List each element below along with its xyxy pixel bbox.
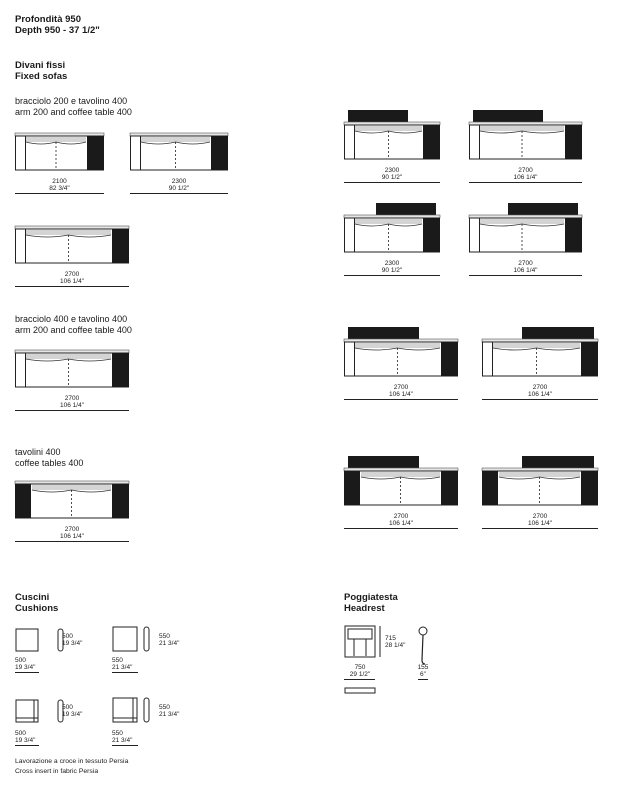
cushion-4-dim-line: [112, 745, 138, 746]
sofa-width-mm: 2700: [518, 167, 533, 174]
sofa-6-drawing: [344, 203, 444, 263]
sofa-4-dimension-line: [469, 182, 582, 183]
sofa-left-arm: [470, 125, 480, 159]
headrest-title-it: Poggiatesta: [344, 592, 398, 603]
sofa-7-dimension: [469, 260, 582, 274]
sofa-width-in: 106 1/4": [528, 520, 552, 527]
fixed-sofas-title: [15, 60, 67, 82]
sofa-backrest-block: [376, 203, 436, 216]
cushion-1-width: [15, 657, 35, 671]
cushion-3-width: [15, 730, 35, 744]
sofa-7-drawing: [469, 203, 586, 263]
cushion-1-height-mm: 500: [62, 633, 73, 640]
cushion-note-en: Cross insert in fabric Persia: [15, 768, 99, 775]
cushion-4-height: [159, 704, 179, 718]
sofa-right-arm: [112, 353, 129, 387]
header-line-1: Profondità 950: [15, 14, 81, 25]
sofa-left-arm: [470, 218, 480, 252]
sofa-width-in: 90 1/2": [168, 185, 190, 192]
cushion-note-it: Lavorazione a croce in tessuto Persia: [15, 758, 129, 765]
sofa-12-dimension-line: [344, 528, 458, 529]
sofa-11-dimension-line: [15, 541, 129, 542]
cushion-3-height-mm: 500: [62, 704, 73, 711]
group-label-1: [15, 96, 132, 118]
sofa-back-cushion: [355, 219, 422, 224]
sofa-back-cushion: [355, 126, 422, 131]
cushion-3-width-mm: 500: [15, 730, 26, 737]
sofa-13-drawing: [482, 456, 602, 516]
sofa-width-mm: 2700: [393, 384, 409, 391]
cushion-1-width-in: 19 3/4": [15, 664, 36, 671]
sofa-right-arm: [581, 471, 598, 505]
cushion-3-height-in: 19 3/4": [62, 711, 83, 718]
group-label-2-en: arm 200 and coffee table 400: [15, 325, 132, 335]
sofa-width-in: 106 1/4": [389, 391, 413, 398]
cushion-2-width-in: 21 3/4": [112, 664, 133, 671]
headrest-height-mm: 715: [385, 635, 396, 642]
sofa-7-dimension-line: [469, 275, 582, 276]
sofa-left-arm: [482, 471, 498, 505]
sofa-backrest-block: [473, 110, 543, 123]
sofa-back-cushion: [355, 343, 440, 348]
sofa-5-drawing: [15, 214, 133, 274]
headrest-title: [344, 592, 398, 614]
group-label-3-it: tavolini 400: [15, 447, 61, 457]
sofa-width-mm: 2700: [532, 384, 548, 391]
sofa-5-dimension: [15, 271, 129, 285]
headrest-depth-mm: 155: [417, 664, 429, 671]
cushions-title-it: Cuscini: [15, 592, 50, 603]
sofa-right-arm: [565, 218, 582, 252]
sofa-back-cushion: [26, 137, 86, 142]
group-label-1-it: bracciolo 200 e tavolino 400: [15, 96, 128, 106]
cushion-4-height-in: 21 3/4": [159, 711, 180, 718]
sofa-width-mm: 2700: [64, 395, 80, 402]
sofa-4-drawing: [469, 110, 586, 170]
sofa-3-dimension: [344, 167, 440, 181]
cushion-1-dim-line: [15, 672, 39, 673]
sofa-width-mm: 2300: [384, 260, 400, 267]
sofa-2-dimension: [130, 178, 228, 192]
sofa-backrest-block: [348, 110, 408, 123]
sofa-right-arm: [423, 125, 440, 159]
sofa-left-arm: [16, 136, 26, 170]
cushion-1-height-in: 19 3/4": [62, 640, 83, 647]
sofa-11-drawing: [15, 469, 133, 529]
sofa-6-dimension-line: [344, 275, 440, 276]
cushion-3-width-in: 19 3/4": [15, 737, 36, 744]
sofa-left-arm: [345, 342, 355, 376]
fixed-sofas-title-en: Fixed sofas: [15, 71, 68, 82]
cushion-3-dim-line: [15, 745, 39, 746]
sofa-left-arm: [131, 136, 141, 170]
sofa-width-mm: 2300: [384, 167, 400, 174]
headrest-depth: [412, 664, 434, 678]
sofa-10-dimension: [482, 384, 598, 398]
sofa-width-in: 106 1/4": [513, 174, 538, 181]
sofa-backrest-block: [348, 456, 419, 469]
sofa-3-dimension-line: [344, 182, 440, 183]
sofa-left-arm: [15, 484, 31, 518]
sofa-right-arm: [112, 484, 129, 518]
sofa-width-in: 106 1/4": [60, 533, 84, 540]
cushion-4-width-mm: 550: [112, 730, 123, 737]
sofa-9-drawing: [344, 327, 462, 387]
sofa-left-arm: [16, 229, 26, 263]
header-line-2: Depth 950 - 37 1/2": [15, 25, 100, 36]
sofa-8-dimension: [15, 395, 129, 409]
sofa-width-mm: 2100: [52, 178, 67, 185]
cushion-2-width-mm: 550: [112, 657, 123, 664]
sofa-back-cushion: [493, 343, 580, 348]
group-label-3-en: coffee tables 400: [15, 458, 84, 468]
headrest-width-in: 29 1/2": [349, 671, 371, 678]
headrest-height: [385, 635, 405, 649]
cushion-4-width-in: 21 3/4": [112, 737, 133, 744]
cushion-2-height: [159, 633, 179, 647]
sofa-8-drawing: [15, 338, 133, 398]
sofa-back-cushion: [32, 485, 111, 490]
sofa-right-arm: [112, 229, 129, 263]
sofa-left-arm: [345, 218, 355, 252]
group-label-3: [15, 447, 83, 469]
sofa-1-dimension-line: [15, 193, 104, 194]
cushion-2-height-in: 21 3/4": [159, 640, 180, 647]
sofa-2-dimension-line: [130, 193, 228, 194]
cushion-note: [15, 757, 128, 777]
sofa-3-drawing: [344, 110, 444, 170]
fixed-sofas-title-it: Divani fissi: [15, 60, 66, 71]
sofa-back-cushion: [141, 137, 210, 142]
sofa-right-arm: [441, 342, 458, 376]
sofa-6-dimension: [344, 260, 440, 274]
cushion-3-height: [62, 704, 82, 718]
sofa-back-cushion: [480, 126, 564, 131]
cushion-2-width: [112, 657, 132, 671]
group-label-2-it: bracciolo 400 e tavolino 400: [15, 314, 128, 324]
sofa-back-cushion: [26, 230, 111, 235]
sofa-width-mm: 2700: [532, 513, 548, 520]
sofa-1-dimension: [15, 178, 104, 192]
sofa-left-arm: [344, 471, 360, 505]
page-header: [15, 14, 100, 36]
headrest-width: [343, 664, 377, 678]
sofa-width-in: 106 1/4": [389, 520, 413, 527]
sofa-back-cushion: [499, 472, 580, 477]
cushion-4-width: [112, 730, 132, 744]
sofa-back-cushion: [480, 219, 564, 224]
sofa-left-arm: [483, 342, 493, 376]
sofa-10-drawing: [482, 327, 602, 387]
cushion-4-height-mm: 550: [159, 704, 170, 711]
cushion-2-height-mm: 550: [159, 633, 170, 640]
cushion-2-dim-line: [112, 672, 138, 673]
sofa-backrest-block: [348, 327, 419, 340]
sofa-width-in: 90 1/2": [381, 174, 403, 181]
sofa-right-arm: [441, 471, 458, 505]
headrest-width-line: [344, 679, 375, 680]
sofa-width-mm: 2700: [64, 271, 80, 278]
sofa-width-in: 90 1/2": [381, 267, 403, 274]
sofa-13-dimension: [482, 513, 598, 527]
sofa-right-arm: [211, 136, 228, 170]
sofa-right-arm: [87, 136, 104, 170]
cushions-title-en: Cushions: [15, 603, 59, 614]
sofa-width-in: 106 1/4": [60, 402, 84, 409]
sofa-12-drawing: [344, 456, 462, 516]
sofa-width-in: 106 1/4": [513, 267, 538, 274]
cushion-1-width-mm: 500: [15, 657, 26, 664]
headrest-width-mm: 750: [354, 664, 366, 671]
sofa-width-in: 106 1/4": [528, 391, 552, 398]
sofa-2-drawing: [130, 121, 232, 181]
sofa-left-arm: [16, 353, 26, 387]
sofa-5-dimension-line: [15, 286, 129, 287]
group-label-2: [15, 314, 132, 336]
sofa-width-in: 106 1/4": [60, 278, 84, 285]
sofa-4-dimension: [469, 167, 582, 181]
sofa-8-dimension-line: [15, 410, 129, 411]
sofa-backrest-block: [522, 327, 594, 340]
sofa-right-arm: [565, 125, 582, 159]
headrest-depth-line: [418, 679, 428, 680]
sofa-backrest-block: [508, 203, 578, 216]
cushions-title: [15, 592, 58, 614]
sofa-9-dimension: [344, 384, 458, 398]
sofa-back-cushion: [26, 354, 111, 359]
sofa-13-dimension-line: [482, 528, 598, 529]
sofa-width-mm: 2700: [64, 526, 80, 533]
sofa-left-arm: [345, 125, 355, 159]
sofa-width-mm: 2300: [171, 178, 187, 185]
group-label-1-en: arm 200 and coffee table 400: [15, 107, 132, 117]
sofa-12-dimension: [344, 513, 458, 527]
sofa-11-dimension: [15, 526, 129, 540]
sofa-back-cushion: [361, 472, 440, 477]
cushion-1-height: [62, 633, 82, 647]
headrest-depth-in: 6": [420, 671, 426, 678]
sofa-right-arm: [581, 342, 598, 376]
sofa-9-dimension-line: [344, 399, 458, 400]
sofa-10-dimension-line: [482, 399, 598, 400]
sofa-1-drawing: [15, 121, 108, 181]
sofa-width-mm: 2700: [393, 513, 409, 520]
sofa-backrest-block: [522, 456, 594, 469]
sofa-width-mm: 2700: [518, 260, 533, 267]
headrest-height-in: 28 1/4": [385, 642, 406, 649]
sofa-right-arm: [423, 218, 440, 252]
sofa-width-in: 82 3/4": [49, 185, 70, 192]
headrest-title-en: Headrest: [344, 603, 385, 614]
